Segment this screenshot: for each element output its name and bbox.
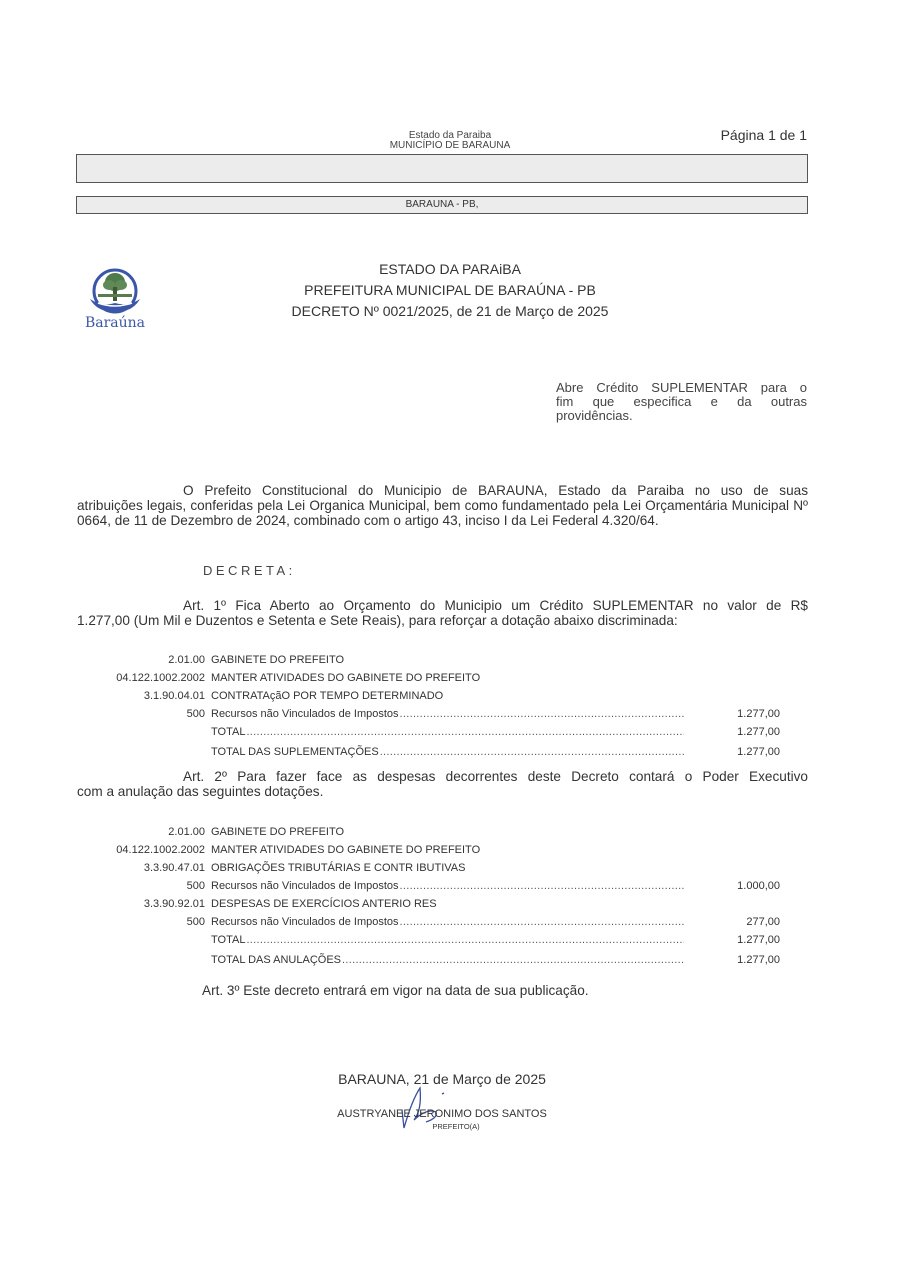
row-code: 500: [186, 708, 205, 720]
header-state: Estado da Paraiba: [408, 130, 492, 141]
ementa-line-3: providências.: [556, 408, 633, 423]
row-desc: TOTAL DAS SUPLEMENTAÇÕES: [211, 746, 379, 758]
table-row-total: [77, 723, 780, 741]
header-box-location: BARAUNA - PB,: [76, 196, 808, 214]
row-desc-leader: [211, 741, 684, 763]
row-desc-leader: [211, 705, 684, 723]
article-2: [77, 769, 808, 799]
row-desc-leader: [211, 913, 684, 931]
article-2-first-line: Art. 2º Para fazer face as despesas decorrentes deste Decreto contará o Poder Executivo: [183, 769, 808, 784]
row-code: 2.01.00: [168, 826, 205, 838]
table-row: [77, 841, 780, 859]
article-1: [77, 598, 808, 628]
row-desc: OBRIGAÇÕES TRIBUTÁRIAS E CONTR IBUTIVAS: [211, 862, 466, 874]
title-state: ESTADO DA PARAiBA: [379, 261, 521, 277]
row-code: 2.01.00: [168, 654, 205, 666]
page-number: Página 1 de 1: [720, 127, 807, 143]
ementa-line-2: fim que especifica e da outras: [556, 394, 807, 409]
row-desc-leader: [211, 723, 684, 741]
row-code: 3.3.90.92.01: [143, 898, 205, 910]
row-value: 1.277,00: [737, 746, 780, 758]
table-row-grand-total: [77, 949, 780, 969]
table-row: [77, 895, 780, 913]
row-desc: TOTAL: [211, 934, 246, 946]
ementa: [556, 381, 807, 423]
row-value: 1.277,00: [737, 934, 780, 946]
row-code: 3.3.90.47.01: [143, 862, 205, 874]
row-desc-leader: [211, 949, 684, 971]
row-code: 500: [186, 916, 205, 928]
row-desc: GABINETE DO PREFEITO: [211, 654, 345, 666]
row-code: 04.122.1002.2002: [116, 672, 205, 684]
title-prefeitura: PREFEITURA MUNICIPAL DE BARAÚNA - PB: [304, 282, 596, 298]
row-desc-leader: [211, 877, 684, 895]
preamble-first-line: O Prefeito Constitucional do Municipio de BARAUNA, Estado da Paraiba no uso de suas: [183, 483, 808, 498]
table-row: [77, 705, 780, 723]
preamble-paragraph: [77, 483, 808, 528]
row-desc: Recursos não Vinculados de Impostos: [211, 916, 399, 928]
article-2-rest: com a anulação das seguintes dotações.: [77, 784, 324, 799]
row-desc-leader: [211, 931, 684, 949]
tree-hands-emblem-icon: [80, 265, 150, 317]
suplementacao-table: [77, 651, 780, 761]
row-value: 1.277,00: [737, 954, 780, 966]
table-row: [77, 823, 780, 841]
row-value: 1.000,00: [737, 880, 780, 892]
anulacao-table: [77, 823, 780, 969]
row-desc: CONTRATAçãO POR TEMPO DETERMINADO: [211, 690, 444, 702]
municipal-logo: [80, 265, 150, 337]
table-row: [77, 877, 780, 895]
row-desc: MANTER ATIVIDADES DO GABINETE DO PREFEITO: [211, 672, 481, 684]
preamble-rest: atribuições legais, conferidas pela Lei Organica Municipal, bem como fundamentado pela Lei Orçamentária Municipal Nº 0664, de 11 de Dezembro de 2024, combinado com o artigo 43, inciso I da Lei Federal 4.320/64.: [77, 498, 808, 528]
article-1-first-line: Art. 1º Fica Aberto ao Orçamento do Municipio um Crédito SUPLEMENTAR no valor de R$: [183, 598, 808, 613]
decree-title: [250, 259, 650, 322]
row-code: 500: [186, 880, 205, 892]
table-row: [77, 687, 780, 705]
table-row-total: [77, 931, 780, 949]
signatory-role: PREFEITO(A): [432, 1122, 480, 1131]
header-box-empty: [76, 154, 808, 183]
table-row: [77, 651, 780, 669]
table-row: [77, 669, 780, 687]
header-municipality: MUNICÍPIO DE BARAUNA: [389, 140, 511, 151]
table-row: [77, 859, 780, 877]
row-desc: TOTAL DAS ANULAÇÕES: [211, 954, 342, 966]
row-value: 1.277,00: [737, 708, 780, 720]
row-desc: Recursos não Vinculados de Impostos: [211, 880, 399, 892]
table-row: [77, 913, 780, 931]
title-decree-number: DECRETO Nº 0021/2025, de 21 de Março de 2025: [291, 303, 609, 319]
table-row-grand-total: [77, 741, 780, 761]
row-desc: DESPESAS DE EXERCÍCIOS ANTERIO RES: [211, 898, 437, 910]
decreta-heading: DECRETA:: [203, 563, 296, 578]
signatory-name: AUSTRYANEE JERONIMO DOS SANTOS: [337, 1108, 547, 1120]
logo-text: Baraúna: [84, 315, 146, 331]
row-code: 04.122.1002.2002: [116, 844, 205, 856]
row-desc: Recursos não Vinculados de Impostos: [211, 708, 399, 720]
document-header: [300, 131, 600, 151]
row-desc: GABINETE DO PREFEITO: [211, 826, 345, 838]
ementa-line-1: Abre Crédito SUPLEMENTAR para o: [556, 380, 807, 395]
row-value: 1.277,00: [737, 726, 780, 738]
article-3: Art. 3º Este decreto entrará em vigor na data de sua publicação.: [202, 983, 589, 998]
row-desc: MANTER ATIVIDADES DO GABINETE DO PREFEITO: [211, 844, 481, 856]
row-code: 3.1.90.04.01: [143, 690, 205, 702]
article-1-rest: 1.277,00 (Um Mil e Duzentos e Setenta e Sete Reais), para reforçar a dotação abaixo discriminada:: [77, 613, 678, 628]
row-value: 277,00: [746, 916, 780, 928]
row-desc: TOTAL: [211, 726, 246, 738]
signature-place-date: BARAUNA, 21 de Março de 2025: [338, 1071, 546, 1087]
